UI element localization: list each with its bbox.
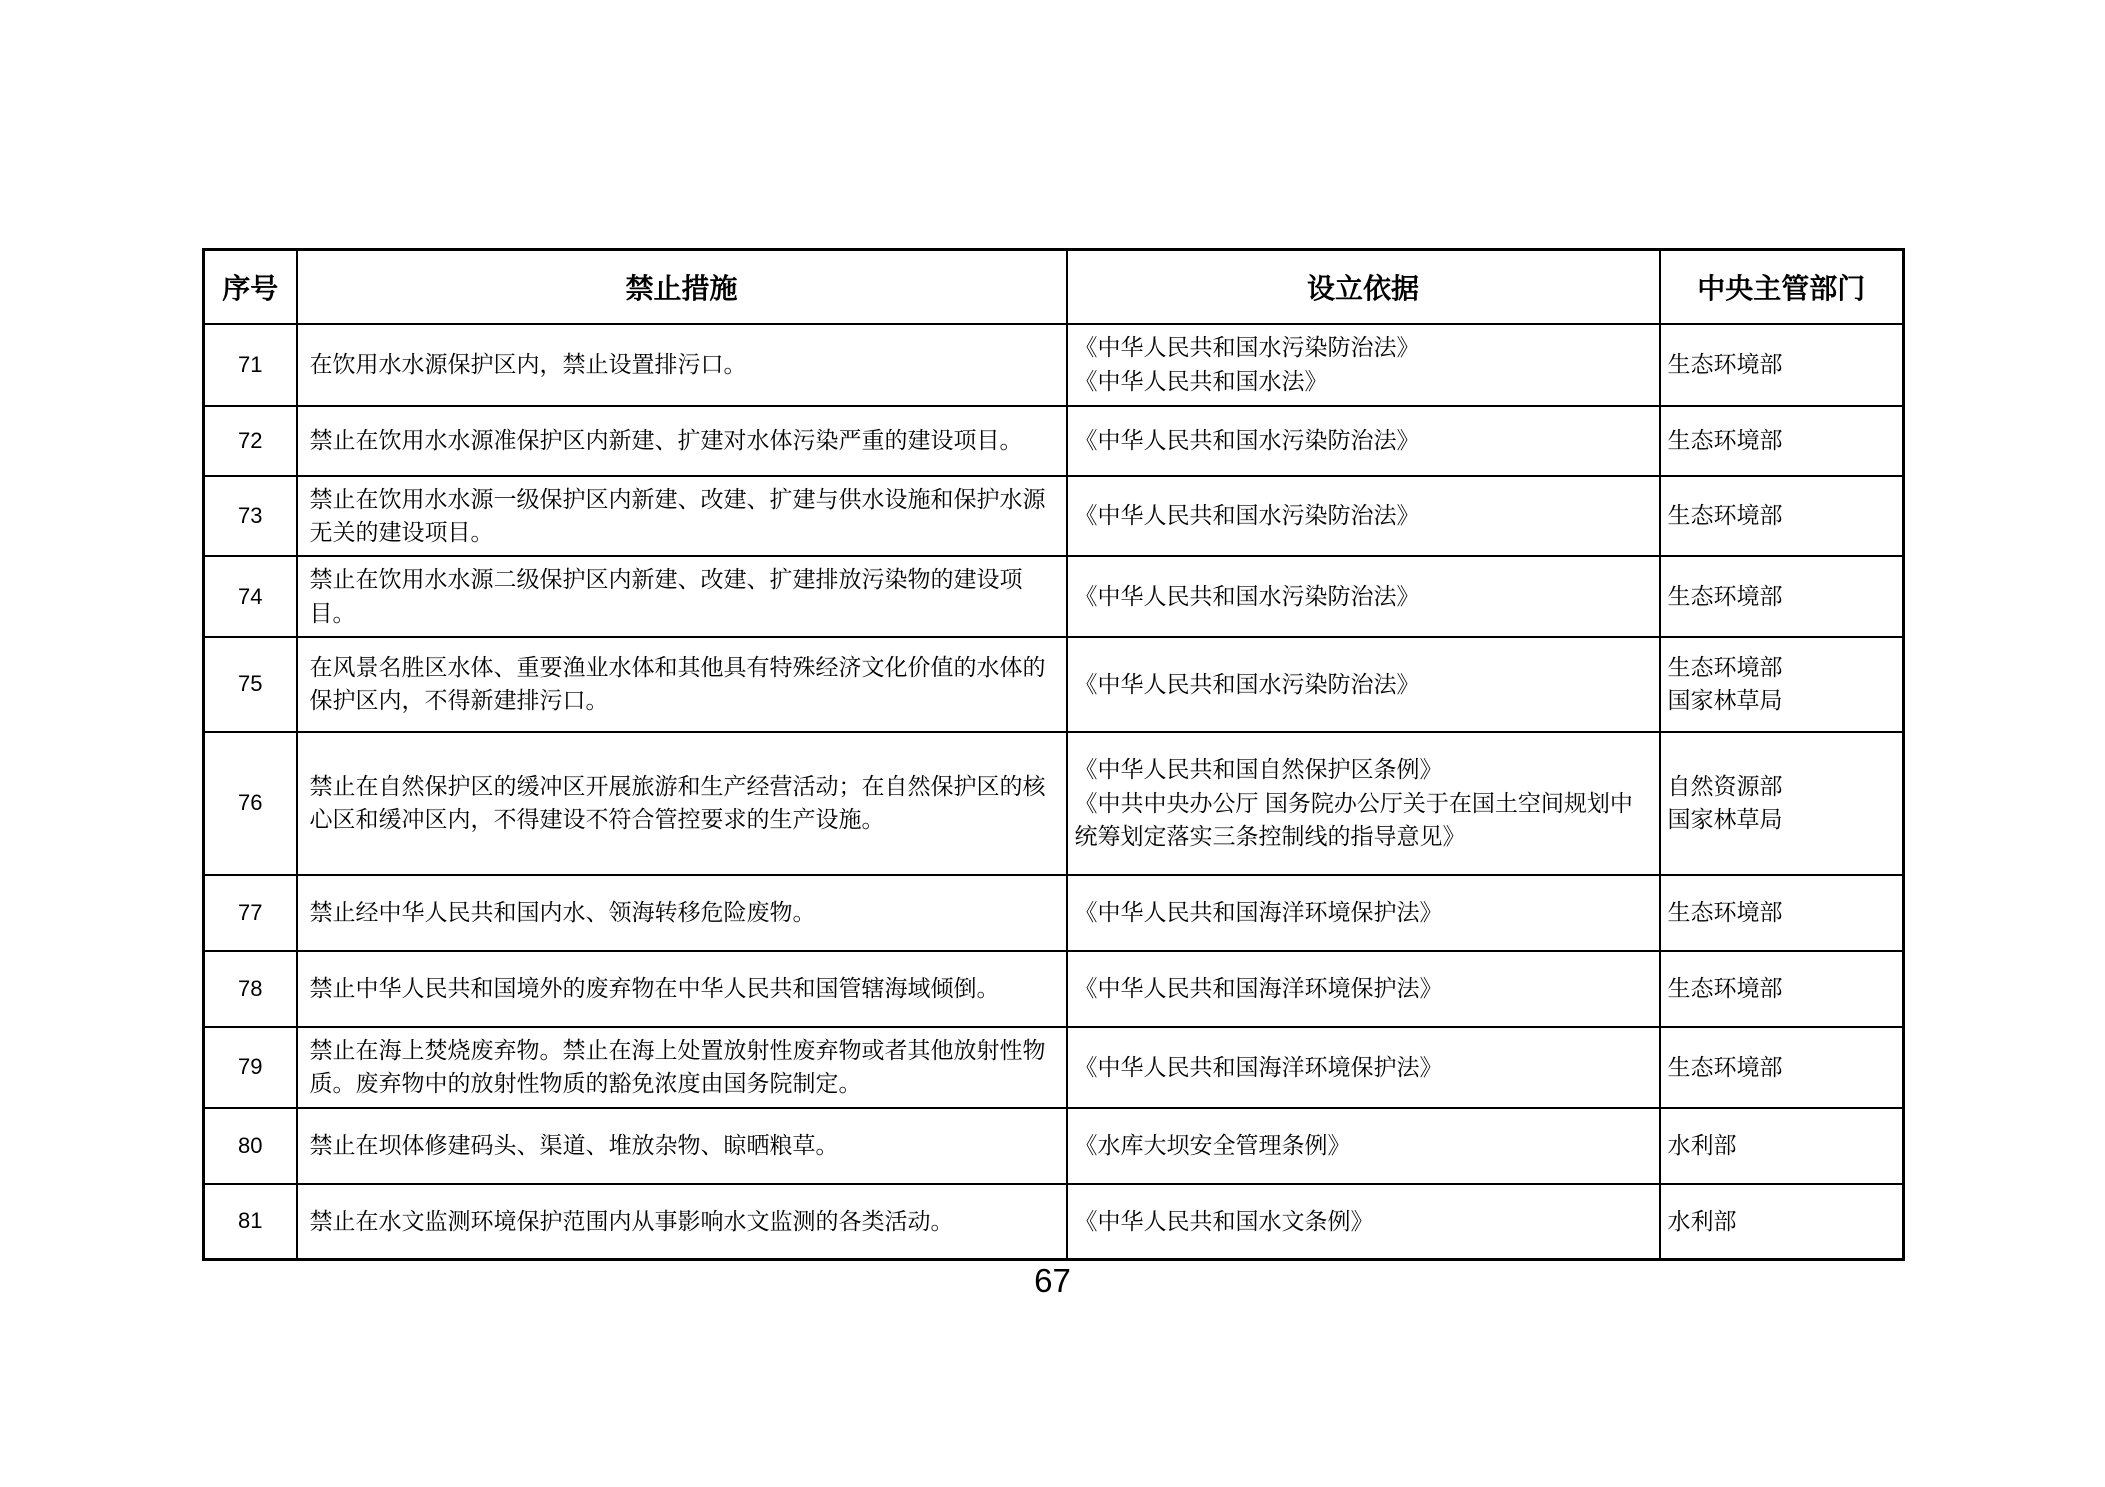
department-line: 生态环境部	[1667, 975, 1783, 1002]
row-serial-no: 72	[204, 406, 297, 476]
row-measure-text: 禁止经中华人民共和国内水、领海转移危险废物。	[297, 875, 1067, 951]
row-department-text	[1660, 1027, 1904, 1108]
department-line: 水利部	[1667, 1131, 1737, 1158]
row-basis-text	[1067, 324, 1660, 406]
table-header-row	[204, 250, 1904, 324]
department-line: 生态环境部	[1667, 1053, 1783, 1080]
row-department-text	[1660, 951, 1904, 1027]
row-serial-no: 75	[204, 637, 297, 732]
basis-line: 《中共中央办公厅 国务院办公厅关于在国土空间规划中统筹划定落实三条控制线的指导意见》	[1074, 789, 1633, 850]
department-line: 生态环境部	[1667, 582, 1783, 609]
row-basis-text	[1067, 637, 1660, 732]
table-row	[204, 637, 1904, 732]
basis-line: 《中华人民共和国水污染防治法》	[1074, 670, 1420, 697]
column-header-establishment-basis: 设立依据	[1067, 250, 1660, 324]
table-row	[204, 951, 1904, 1027]
row-department-text	[1660, 637, 1904, 732]
table-row	[204, 476, 1904, 557]
row-measure-text: 禁止在饮用水水源一级保护区内新建、改建、扩建与供水设施和保护水源无关的建设项目。	[297, 476, 1067, 557]
row-serial-no: 74	[204, 556, 297, 637]
table-row	[204, 324, 1904, 406]
page-number: 67	[1034, 1262, 1071, 1299]
row-basis-text	[1067, 732, 1660, 875]
department-line: 生态环境部	[1667, 654, 1783, 681]
row-department-text	[1660, 476, 1904, 557]
row-serial-no: 77	[204, 875, 297, 951]
department-line: 水利部	[1667, 1207, 1737, 1234]
department-line: 生态环境部	[1667, 502, 1783, 529]
row-serial-no: 71	[204, 324, 297, 406]
row-measure-text: 禁止在水文监测环境保护范围内从事影响水文监测的各类活动。	[297, 1184, 1067, 1260]
basis-line: 《中华人民共和国海洋环境保护法》	[1074, 1053, 1443, 1080]
column-header-central-department: 中央主管部门	[1660, 250, 1904, 324]
row-basis-text	[1067, 875, 1660, 951]
department-line: 国家林草局	[1667, 806, 1783, 833]
basis-line: 《中华人民共和国水污染防治法》	[1074, 426, 1420, 453]
row-department-text	[1660, 1184, 1904, 1260]
department-line: 国家林草局	[1667, 687, 1783, 714]
basis-line: 《中华人民共和国水文条例》	[1074, 1207, 1374, 1234]
row-basis-text	[1067, 1108, 1660, 1184]
row-basis-text	[1067, 406, 1660, 476]
row-serial-no: 76	[204, 732, 297, 875]
table-row	[204, 1184, 1904, 1260]
row-measure-text: 禁止中华人民共和国境外的废弃物在中华人民共和国管辖海域倾倒。	[297, 951, 1067, 1027]
row-measure-text: 禁止在坝体修建码头、渠道、堆放杂物、晾晒粮草。	[297, 1108, 1067, 1184]
row-basis-text	[1067, 476, 1660, 557]
basis-line: 《水库大坝安全管理条例》	[1074, 1131, 1351, 1158]
department-line: 生态环境部	[1667, 426, 1783, 453]
basis-line: 《中华人民共和国水法》	[1074, 367, 1328, 394]
table-row	[204, 556, 1904, 637]
row-measure-text: 禁止在海上焚烧废弃物。禁止在海上处置放射性废弃物或者其他放射性物质。废弃物中的放射性物质的豁免浓度由国务院制定。	[297, 1027, 1067, 1108]
row-department-text	[1660, 875, 1904, 951]
basis-line: 《中华人民共和国海洋环境保护法》	[1074, 899, 1443, 926]
table-row	[204, 732, 1904, 875]
basis-line: 《中华人民共和国水污染防治法》	[1074, 502, 1420, 529]
row-serial-no: 78	[204, 951, 297, 1027]
column-header-prohibited-measures: 禁止措施	[297, 250, 1067, 324]
table-row	[204, 406, 1904, 476]
row-department-text	[1660, 1108, 1904, 1184]
row-measure-text: 禁止在饮用水水源准保护区内新建、扩建对水体污染严重的建设项目。	[297, 406, 1067, 476]
row-basis-text	[1067, 1027, 1660, 1108]
department-line: 生态环境部	[1667, 899, 1783, 926]
row-serial-no: 81	[204, 1184, 297, 1260]
table-body	[204, 324, 1904, 1260]
row-measure-text: 在饮用水水源保护区内，禁止设置排污口。	[297, 324, 1067, 406]
basis-line: 《中华人民共和国水污染防治法》	[1074, 334, 1420, 361]
basis-line: 《中华人民共和国自然保护区条例》	[1074, 756, 1443, 783]
basis-line: 《中华人民共和国水污染防治法》	[1074, 582, 1420, 609]
department-line: 生态环境部	[1667, 350, 1783, 377]
department-line: 自然资源部	[1667, 773, 1783, 800]
row-measure-text: 在风景名胜区水体、重要渔业水体和其他具有特殊经济文化价值的水体的保护区内，不得新建排污口。	[297, 637, 1067, 732]
row-measure-text: 禁止在自然保护区的缓冲区开展旅游和生产经营活动；在自然保护区的核心区和缓冲区内，不得建设不符合管控要求的生产设施。	[297, 732, 1067, 875]
table-row	[204, 1108, 1904, 1184]
table-row	[204, 875, 1904, 951]
table-row	[204, 1027, 1904, 1108]
row-basis-text	[1067, 556, 1660, 637]
row-basis-text	[1067, 1184, 1660, 1260]
row-basis-text	[1067, 951, 1660, 1027]
row-department-text	[1660, 732, 1904, 875]
row-department-text	[1660, 406, 1904, 476]
prohibition-measures-table	[202, 248, 1905, 1261]
row-serial-no: 73	[204, 476, 297, 557]
basis-line: 《中华人民共和国海洋环境保护法》	[1074, 975, 1443, 1002]
row-department-text	[1660, 556, 1904, 637]
column-header-serial-no: 序号	[204, 250, 297, 324]
row-serial-no: 79	[204, 1027, 297, 1108]
row-serial-no: 80	[204, 1108, 297, 1184]
row-measure-text: 禁止在饮用水水源二级保护区内新建、改建、扩建排放污染物的建设项目。	[297, 556, 1067, 637]
row-department-text	[1660, 324, 1904, 406]
